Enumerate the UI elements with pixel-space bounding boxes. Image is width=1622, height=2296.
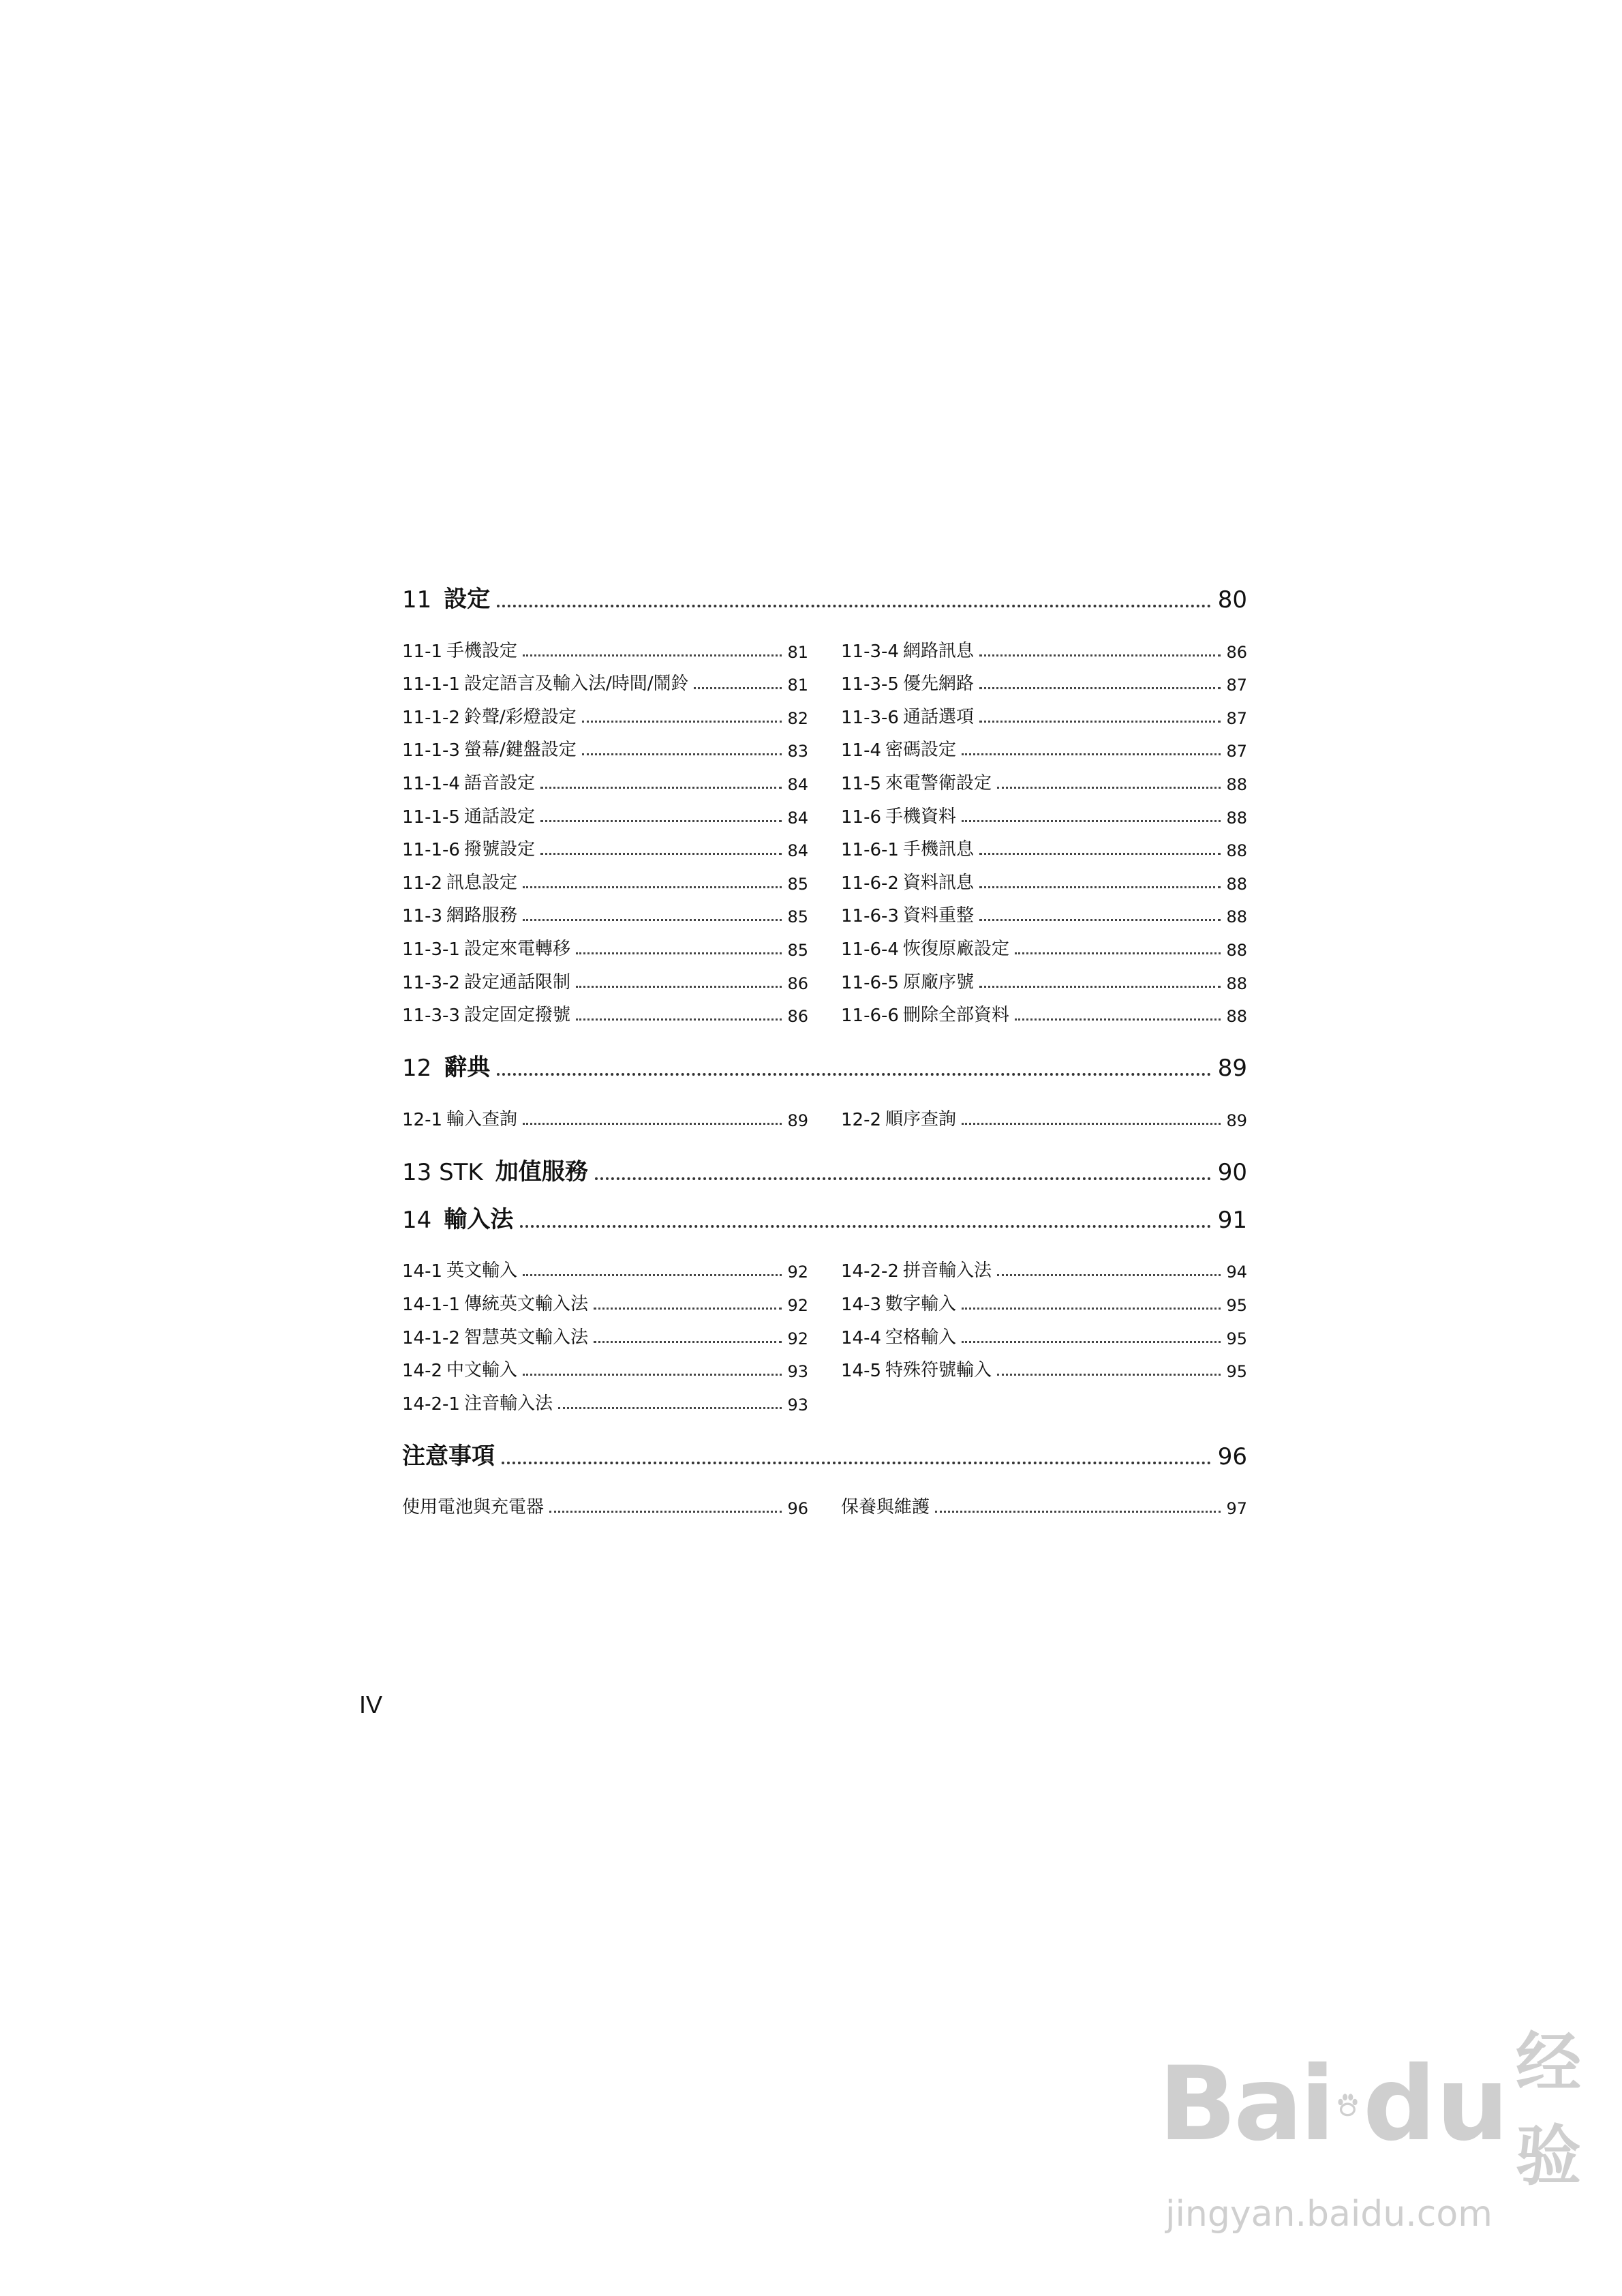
toc-section <box>402 1034 1247 1130</box>
dot-leader <box>694 687 782 689</box>
entry-page-number: 86 <box>1226 642 1247 662</box>
entry-number: 11-3-5 <box>841 674 899 695</box>
dot-leader <box>979 654 1221 656</box>
toc-entry[interactable] <box>402 728 808 761</box>
entry-title: 注音輸入法 <box>463 1393 553 1414</box>
entry-number: 11-3-6 <box>841 707 899 728</box>
entry-number: 11-2 <box>402 873 443 894</box>
entry-title: 來電警衛設定 <box>885 772 992 794</box>
entry-title: 輸入查詢 <box>446 1108 518 1130</box>
section-title: 設定 <box>444 586 491 613</box>
section-heading[interactable] <box>402 1186 1247 1234</box>
entry-number: 11-6-5 <box>841 972 899 993</box>
entries-column-right <box>841 1249 1247 1415</box>
entry-number: 14-2 <box>402 1361 443 1382</box>
entry-number: 14-1-1 <box>402 1294 460 1315</box>
entry-page-number: 88 <box>1226 774 1247 794</box>
dot-leader <box>962 1123 1221 1125</box>
dot-leader <box>1015 1018 1221 1021</box>
section-page-number: 90 <box>1217 1158 1247 1186</box>
dot-leader <box>962 1341 1221 1343</box>
entry-page-number: 82 <box>787 708 808 728</box>
dot-leader <box>979 986 1221 988</box>
entries-column-right <box>841 629 1247 1026</box>
section-number: 11 <box>402 586 432 614</box>
toc-entry[interactable] <box>841 1348 1247 1382</box>
toc-entry[interactable] <box>402 695 808 728</box>
toc-section <box>402 566 1247 1026</box>
section-page-number: 80 <box>1217 586 1247 614</box>
entries-column-right <box>841 1485 1247 1519</box>
toc-entry[interactable] <box>402 761 808 794</box>
entry-title: 設定固定撥號 <box>463 1005 570 1026</box>
entry-page-number: 87 <box>1226 676 1247 695</box>
entry-title: 恢復原廠設定 <box>902 938 1009 959</box>
entry-number: 14-3 <box>841 1294 882 1315</box>
dot-leader <box>540 820 782 822</box>
entry-title: 密碼設定 <box>885 740 957 761</box>
dot-leader <box>576 1018 782 1021</box>
toc-entry[interactable] <box>841 993 1247 1027</box>
entry-title: 設定通話限制 <box>463 971 570 993</box>
entry-title: 使用電池與充電器 <box>402 1497 545 1518</box>
dot-leader <box>962 1308 1221 1310</box>
section-entries <box>402 1097 1247 1130</box>
entry-title: 撥號設定 <box>463 839 535 860</box>
entry-title: 刪除全部資料 <box>902 1005 1009 1026</box>
dot-leader <box>497 605 1210 607</box>
dot-leader <box>595 1177 1211 1180</box>
dot-leader <box>962 753 1221 755</box>
entry-page-number: 89 <box>1226 1111 1247 1130</box>
entry-page-number: 84 <box>787 774 808 794</box>
entry-number: 11-1-3 <box>402 740 460 761</box>
entry-title: 中文輸入 <box>446 1360 518 1381</box>
dot-leader <box>1015 952 1221 954</box>
dot-leader <box>979 687 1221 689</box>
toc-entry[interactable] <box>841 1485 1247 1519</box>
toc-entry[interactable] <box>402 860 808 894</box>
entry-title: 手機設定 <box>446 640 518 661</box>
entry-page-number: 86 <box>787 1007 808 1027</box>
watermark-brand-du: du <box>1362 2045 1509 2164</box>
entry-page-number: 84 <box>787 841 808 861</box>
entry-number: 14-4 <box>841 1327 882 1348</box>
toc-section <box>402 1186 1247 1415</box>
toc-entry[interactable] <box>841 1249 1247 1282</box>
toc-entry[interactable] <box>402 828 808 861</box>
entry-page-number: 88 <box>1226 874 1247 894</box>
entry-page-number: 93 <box>787 1395 808 1415</box>
toc-entry[interactable] <box>402 794 808 828</box>
entry-page-number: 83 <box>787 742 808 761</box>
dot-leader <box>523 919 782 921</box>
entry-number: 11-1-6 <box>402 840 460 861</box>
entry-page-number: 92 <box>787 1329 808 1348</box>
entry-title: 原廠序號 <box>902 971 974 993</box>
entry-page-number: 88 <box>1226 973 1247 993</box>
dot-leader <box>582 753 782 755</box>
entry-number: 11-6-2 <box>841 873 899 894</box>
watermark-brand: Bai <box>1159 2045 1332 2164</box>
entry-page-number: 92 <box>787 1295 808 1315</box>
entry-title: 傳統英文輸入法 <box>463 1293 588 1314</box>
section-heading[interactable] <box>402 1034 1247 1082</box>
entry-title: 通話設定 <box>463 806 535 827</box>
entry-page-number: 84 <box>787 808 808 828</box>
entry-number: 11-6-3 <box>841 906 899 927</box>
table-of-contents <box>402 566 1247 1526</box>
dot-leader <box>979 919 1221 921</box>
entry-number: 11-6 <box>841 806 882 828</box>
dot-leader <box>523 1374 782 1376</box>
entry-number: 11-5 <box>841 773 882 794</box>
section-heading[interactable] <box>402 1138 1247 1186</box>
dot-leader <box>523 654 782 656</box>
entry-page-number: 94 <box>1226 1263 1247 1282</box>
entry-number: 12-1 <box>402 1109 443 1130</box>
entry-title: 訊息設定 <box>446 872 518 893</box>
entry-page-number: 92 <box>787 1263 808 1282</box>
entry-title: 設定來電轉移 <box>463 938 570 959</box>
entry-title: 設定語言及輸入法/時間/鬧鈴 <box>463 674 689 695</box>
section-number: 13 STK <box>402 1158 483 1186</box>
entry-page-number: 88 <box>1226 1007 1247 1027</box>
entry-title: 資料訊息 <box>902 872 974 893</box>
dot-leader <box>523 1123 782 1125</box>
dot-leader <box>576 952 782 954</box>
section-entries <box>402 1249 1247 1415</box>
entry-number: 12-2 <box>841 1109 882 1130</box>
entry-page-number: 81 <box>787 676 808 695</box>
dot-leader <box>594 1341 782 1343</box>
dot-leader <box>497 1073 1210 1076</box>
dot-leader <box>997 787 1221 789</box>
entry-title: 資料重整 <box>902 905 974 926</box>
section-title: 注意事項 <box>402 1442 495 1470</box>
toc-entry[interactable] <box>841 1282 1247 1315</box>
dot-leader <box>997 1374 1221 1376</box>
dot-leader <box>523 1274 782 1276</box>
toc-entry[interactable] <box>402 1282 808 1315</box>
entry-number: 14-1 <box>402 1261 443 1282</box>
toc-entry[interactable] <box>841 662 1247 695</box>
section-entries <box>402 1485 1247 1519</box>
entries-column-left <box>402 629 808 1026</box>
entry-number: 11-1-5 <box>402 806 460 828</box>
dot-leader <box>502 1462 1211 1464</box>
entry-page-number: 93 <box>787 1362 808 1382</box>
entries-column-left <box>402 1097 808 1130</box>
toc-entry[interactable] <box>841 1315 1247 1348</box>
entry-number: 11-1-4 <box>402 773 460 794</box>
toc-entry[interactable] <box>841 894 1247 927</box>
entry-number: 11-6-1 <box>841 840 899 861</box>
section-heading[interactable] <box>402 566 1247 614</box>
dot-leader <box>979 853 1221 855</box>
toc-entry[interactable] <box>402 1485 808 1519</box>
entry-title: 鈴聲/彩燈設定 <box>463 706 577 727</box>
section-entries <box>402 629 1247 1026</box>
entry-page-number: 88 <box>1226 940 1247 960</box>
entry-page-number: 88 <box>1226 907 1247 927</box>
dot-leader <box>540 787 782 789</box>
toc-entry[interactable] <box>841 728 1247 761</box>
toc-entry[interactable] <box>402 1348 808 1382</box>
entry-number: 14-1-2 <box>402 1327 460 1348</box>
entry-title: 數字輸入 <box>885 1293 957 1314</box>
toc-entry[interactable] <box>841 926 1247 960</box>
paw-icon <box>1336 2060 1359 2149</box>
toc-entry[interactable] <box>841 761 1247 794</box>
entry-number: 11-1 <box>402 641 443 662</box>
section-page-number: 89 <box>1217 1055 1247 1083</box>
toc-section <box>402 1138 1247 1186</box>
entry-title: 語音設定 <box>463 772 535 794</box>
entry-title: 英文輸入 <box>446 1260 518 1282</box>
dot-leader <box>962 820 1221 822</box>
dot-leader <box>935 1511 1221 1513</box>
entry-number: 11-3-4 <box>841 641 899 662</box>
entry-title: 網路服務 <box>446 905 518 926</box>
toc-entry[interactable] <box>841 960 1247 993</box>
section-title: 辭典 <box>444 1054 491 1082</box>
entry-number: 11-1-2 <box>402 707 460 728</box>
dot-leader <box>979 721 1221 723</box>
entry-page-number: 87 <box>1226 742 1247 761</box>
dot-leader <box>582 721 782 723</box>
entry-page-number: 89 <box>787 1111 808 1130</box>
section-page-number: 96 <box>1217 1442 1247 1470</box>
entry-number: 11-3-1 <box>402 939 460 960</box>
toc-entry[interactable] <box>841 1097 1247 1130</box>
entry-title: 螢幕/鍵盤設定 <box>463 740 577 761</box>
entry-title: 通話選項 <box>902 706 974 727</box>
toc-entry[interactable] <box>841 828 1247 861</box>
toc-entry[interactable] <box>402 629 808 662</box>
entry-number: 14-2-1 <box>402 1393 460 1415</box>
dot-leader <box>540 853 782 855</box>
entry-title: 手機訊息 <box>902 839 974 860</box>
section-heading[interactable] <box>402 1423 1247 1470</box>
toc-entry[interactable] <box>402 1381 808 1415</box>
section-number: 14 <box>402 1206 432 1234</box>
entry-number: 11-3-3 <box>402 1006 460 1027</box>
toc-entry[interactable] <box>841 794 1247 828</box>
entry-number: 11-6-6 <box>841 1006 899 1027</box>
dot-leader <box>979 886 1221 888</box>
entry-title: 保養與維護 <box>841 1497 930 1518</box>
entry-page-number: 81 <box>787 642 808 662</box>
entry-page-number: 88 <box>1226 808 1247 828</box>
entry-title: 拼音輸入法 <box>902 1260 992 1282</box>
baidu-watermark <box>1159 2011 1581 2236</box>
entry-page-number: 87 <box>1226 708 1247 728</box>
entry-page-number: 95 <box>1226 1362 1247 1382</box>
entry-number: 11-3-2 <box>402 972 460 993</box>
toc-entry[interactable] <box>402 662 808 695</box>
entry-page-number: 88 <box>1226 841 1247 861</box>
entry-number: 11-6-4 <box>841 939 899 960</box>
watermark-url: jingyan.baidu.com <box>1165 2194 1493 2235</box>
section-page-number: 91 <box>1217 1206 1247 1234</box>
section-title: 輸入法 <box>444 1205 514 1233</box>
toc-entry[interactable] <box>402 1315 808 1348</box>
dot-leader <box>558 1407 782 1409</box>
entry-title: 手機資料 <box>885 806 957 827</box>
entry-number: 11-4 <box>841 740 882 761</box>
entry-number: 14-2-2 <box>841 1261 899 1282</box>
dot-leader <box>549 1511 782 1513</box>
entries-column-left <box>402 1485 808 1519</box>
entry-page-number: 97 <box>1226 1499 1247 1519</box>
entry-page-number: 85 <box>787 940 808 960</box>
toc-entry[interactable] <box>841 860 1247 894</box>
entry-number: 14-5 <box>841 1361 882 1382</box>
entry-title: 網路訊息 <box>902 640 974 661</box>
entry-page-number: 85 <box>787 907 808 927</box>
entry-title: 順序查詢 <box>885 1108 957 1130</box>
dot-leader <box>997 1274 1221 1276</box>
entry-page-number: 95 <box>1226 1295 1247 1315</box>
entry-title: 智慧英文輸入法 <box>463 1327 588 1348</box>
dot-leader <box>523 886 782 888</box>
section-number: 12 <box>402 1055 432 1083</box>
toc-entry[interactable] <box>402 993 808 1027</box>
toc-section <box>402 1423 1247 1519</box>
entry-number: 11-3 <box>402 906 443 927</box>
toc-entry[interactable] <box>402 926 808 960</box>
entry-page-number: 96 <box>787 1499 808 1519</box>
dot-leader <box>594 1308 782 1310</box>
entries-column-left <box>402 1249 808 1415</box>
entry-title: 空格輸入 <box>885 1327 957 1348</box>
toc-entry[interactable] <box>402 960 808 993</box>
page-folio: IV <box>359 1691 383 1719</box>
section-title: 加值服務 <box>495 1158 588 1185</box>
entries-column-right <box>841 1097 1247 1130</box>
dot-leader <box>520 1225 1210 1228</box>
entry-page-number: 95 <box>1226 1329 1247 1348</box>
entry-page-number: 86 <box>787 973 808 993</box>
toc-entry[interactable] <box>841 629 1247 662</box>
dot-leader <box>576 986 782 988</box>
entry-number: 11-1-1 <box>402 674 460 695</box>
entry-title: 特殊符號輸入 <box>885 1360 992 1381</box>
watermark-jingyan: 经验 <box>1516 2025 1581 2194</box>
toc-entry[interactable] <box>841 695 1247 728</box>
entry-page-number: 85 <box>787 874 808 894</box>
entry-title: 優先網路 <box>902 674 974 695</box>
toc-entry[interactable] <box>402 1097 808 1130</box>
toc-entry[interactable] <box>402 1249 808 1282</box>
toc-entry[interactable] <box>402 894 808 927</box>
